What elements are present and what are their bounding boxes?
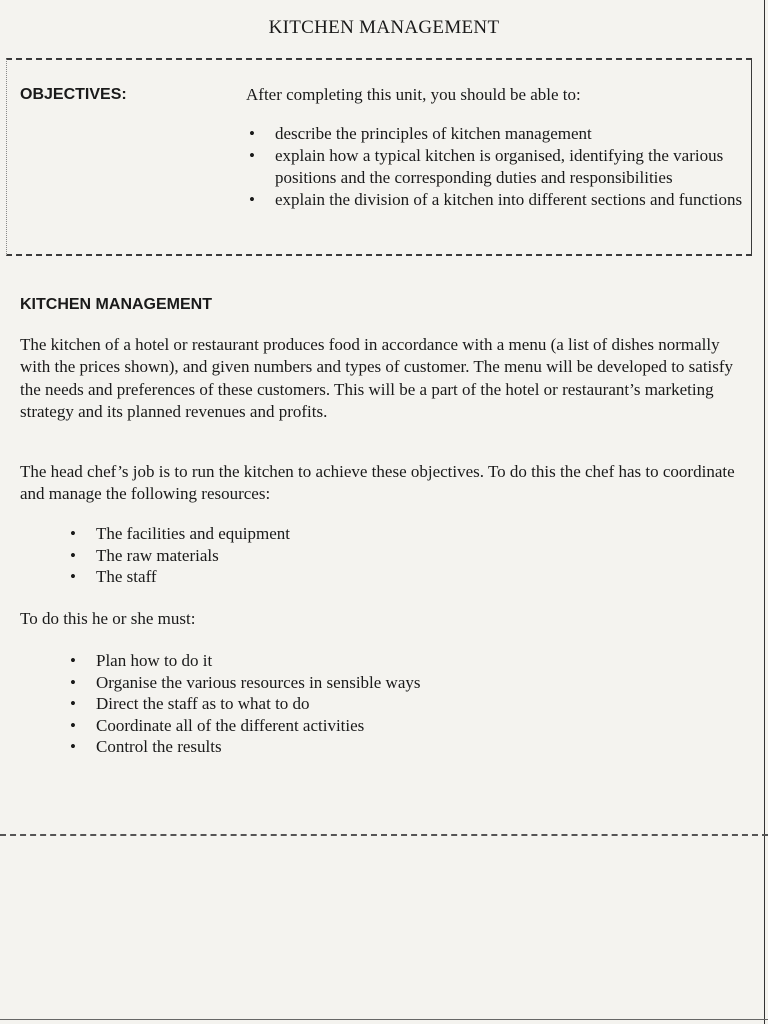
tasks-list xyxy=(70,650,421,758)
objectives-list xyxy=(246,123,746,211)
page-right-edge xyxy=(764,0,766,1024)
resource-item: • The raw materials xyxy=(70,545,290,567)
dashed-divider xyxy=(0,834,768,836)
objectives-intro: After completing this unit, you should be able to: xyxy=(246,85,581,104)
section-heading: KITCHEN MANAGEMENT xyxy=(20,296,212,313)
task-item: • Direct the staff as to what to do xyxy=(70,693,421,715)
page-bottom-edge xyxy=(0,1019,768,1021)
task-item: • Control the results xyxy=(70,736,421,758)
task-item: • Plan how to do it xyxy=(70,650,421,672)
objective-item: • explain the division of a kitchen into different sections and functions xyxy=(246,189,746,211)
objectives-label: OBJECTIVES: xyxy=(20,86,127,103)
intro-paragraph: The kitchen of a hotel or restaurant produces food in accordance with a menu (a list of dishes normally with the prices shown), and given numbers and types of customer. The menu will be developed to satisfy the needs and preferences of these customers. This will be a part of the hotel or restaurant’s marketing strategy and its planned revenues and profits. xyxy=(20,335,734,421)
resource-item: • The staff xyxy=(70,566,290,588)
tasks-intro: To do this he or she must: xyxy=(20,609,196,628)
task-item: • Coordinate all of the different activities xyxy=(70,715,421,737)
resources-list xyxy=(70,523,290,588)
resource-item: • The facilities and equipment xyxy=(70,523,290,545)
objective-item: • describe the principles of kitchen management xyxy=(246,123,746,145)
page-title: KITCHEN MANAGEMENT xyxy=(268,17,500,38)
objective-item: • explain how a typical kitchen is organised, identifying the various positions and the corresponding duties and responsibilities xyxy=(246,145,746,189)
head-chef-paragraph: The head chef’s job is to run the kitchen to achieve these objectives. To do this the chef has to coordinate and manage the following resources: xyxy=(20,462,735,504)
task-item: • Organise the various resources in sensible ways xyxy=(70,672,421,694)
